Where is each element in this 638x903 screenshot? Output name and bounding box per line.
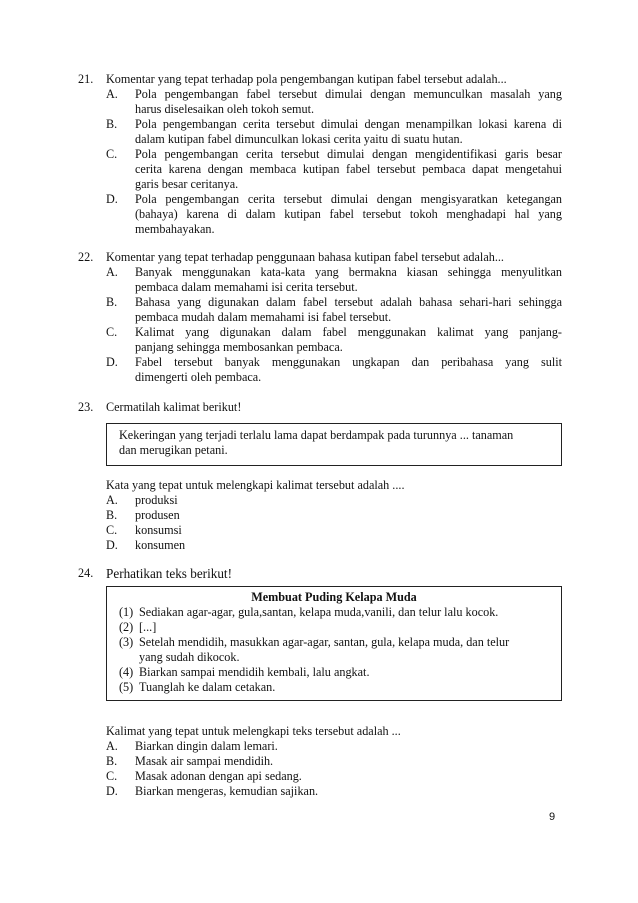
- option-b: [106, 295, 562, 325]
- recipe-step: [119, 635, 549, 665]
- option-text: [135, 295, 562, 325]
- option-c: [106, 325, 562, 355]
- option-a: [106, 493, 562, 508]
- question-text: Cermatilah kalimat berikut!: [106, 400, 242, 414]
- question-header: [78, 400, 562, 415]
- option-letter: D.: [106, 538, 118, 552]
- recipe-title: Membuat Puding Kelapa Muda: [251, 590, 417, 604]
- option-d: [106, 192, 562, 237]
- option-text: konsumen: [135, 538, 186, 552]
- step-text: [...]: [139, 620, 157, 634]
- option-d: [106, 538, 562, 553]
- step-number: (5): [119, 680, 134, 694]
- recipe-step: [119, 605, 549, 620]
- option-b: [106, 117, 562, 147]
- option-line: Pola pengembangan cerita tersebut dimulai dengan mengisyaratkan ketegangan: [135, 192, 562, 206]
- sentence-box: [106, 423, 562, 466]
- question-number: 24.: [78, 566, 94, 580]
- question-prompt: Kalimat yang tepat untuk melengkapi teks tersebut adalah ...: [106, 724, 401, 738]
- option-letter: C.: [106, 523, 118, 537]
- question-number: 23.: [78, 400, 94, 414]
- question-number: 21.: [78, 72, 94, 86]
- option-text: Biarkan mengeras, kemudian sajikan.: [135, 784, 319, 798]
- option-line: panjang sehingga membosankan pembaca.: [135, 340, 343, 354]
- option-text: Masak air sampai mendidih.: [135, 754, 274, 768]
- question-22: [78, 250, 562, 385]
- option-text: [135, 87, 562, 117]
- option-text: [135, 192, 562, 237]
- option-letter: C.: [106, 147, 118, 161]
- option-letter: A.: [106, 739, 118, 753]
- question-number: 22.: [78, 250, 94, 264]
- option-text: Biarkan dingin dalam lemari.: [135, 739, 278, 753]
- option-c: [106, 769, 562, 784]
- option-line: cerita karena dengan membaca kutipan fabel tersebut pembaca dapat mengetahui: [135, 162, 562, 176]
- option-letter: B.: [106, 754, 118, 768]
- option-c: [106, 147, 562, 192]
- option-a: [106, 265, 562, 295]
- option-line: Banyak menggunakan kata-kata yang bermakna kiasan sehingga menyulitkan: [135, 265, 562, 279]
- question-text: Komentar yang tepat terhadap penggunaan bahasa kutipan fabel tersebut adalah...: [106, 250, 504, 264]
- step-text: Biarkan sampai mendidih kembali, lalu angkat.: [139, 665, 370, 679]
- option-letter: A.: [106, 265, 118, 279]
- step-text: Tuanglah ke dalam cetakan.: [139, 680, 276, 694]
- page-number: 9: [549, 811, 556, 823]
- option-letter: D.: [106, 192, 118, 206]
- option-d: [106, 784, 562, 799]
- option-d: [106, 355, 562, 385]
- option-line: Fabel tersebut banyak menggunakan ungkapan dan peribahasa yang sulit: [135, 355, 562, 369]
- option-line: pembaca dalam memahami isi cerita tersebut.: [135, 280, 358, 294]
- option-letter: C.: [106, 769, 118, 783]
- recipe-step: [119, 665, 549, 680]
- option-text: [135, 117, 562, 147]
- option-letter: A.: [106, 87, 118, 101]
- step-number: (3): [119, 635, 134, 649]
- option-letter: B.: [106, 508, 118, 522]
- box-line: Kekeringan yang terjadi terlalu lama dapat berdampak pada turunnya ... tanaman: [119, 428, 514, 442]
- option-line: Bahasa yang digunakan dalam fabel tersebut adalah bahasa sehari-hari sehingga: [135, 295, 562, 309]
- option-line: (bahaya) karena di dalam kutipan fabel tersebut tokoh menghadapi hal yang: [135, 207, 562, 221]
- step-text: [139, 635, 509, 665]
- step-number: (2): [119, 620, 134, 634]
- step-line: Setelah mendidih, masukkan agar-agar, santan, gula, kelapa muda, dan telur: [139, 635, 510, 649]
- option-letter: B.: [106, 117, 118, 131]
- question-header: [78, 566, 562, 581]
- option-letter: D.: [106, 784, 118, 798]
- option-line: dimengerti oleh pembaca.: [135, 370, 262, 384]
- recipe-box: [106, 586, 562, 701]
- box-line: dan merugikan petani.: [119, 443, 228, 457]
- step-text: Sediakan agar-agar, gula,santan, kelapa muda,vanili, dan telur lalu kocok.: [139, 605, 499, 619]
- option-b: [106, 508, 562, 523]
- option-letter: A.: [106, 493, 118, 507]
- question-21: [78, 72, 562, 237]
- option-line: garis besar ceritanya.: [135, 177, 239, 191]
- question-header: [78, 72, 562, 87]
- option-line: pembaca mudah dalam memahami isi fabel tersebut.: [135, 310, 392, 324]
- option-text: [135, 147, 562, 192]
- option-line: harus diselesaikan oleh tokoh semut.: [135, 102, 315, 116]
- option-text: produksi: [135, 493, 178, 507]
- option-text: produsen: [135, 508, 180, 522]
- step-number: (1): [119, 605, 134, 619]
- option-line: Pola pengembangan cerita tersebut dimulai dengan menampilkan lokasi karena di: [135, 117, 562, 131]
- option-line: Kalimat yang digunakan dalam fabel menggunakan kalimat yang panjang-: [135, 325, 562, 339]
- option-b: [106, 754, 562, 769]
- recipe-step: [119, 680, 549, 695]
- question-header: [78, 250, 562, 265]
- option-line: Pola pengembangan fabel tersebut dimulai dengan memunculkan masalah yang: [135, 87, 562, 101]
- option-line: Pola pengembangan cerita tersebut dimulai dengan mengidentifikasi garis besar: [135, 147, 562, 161]
- option-c: [106, 523, 562, 538]
- question-24: [78, 566, 562, 799]
- question-23: [78, 400, 562, 553]
- option-line: membahayakan.: [135, 222, 215, 236]
- option-text: [135, 355, 562, 385]
- question-prompt: Kata yang tepat untuk melengkapi kalimat tersebut adalah ....: [106, 478, 405, 492]
- option-text: konsumsi: [135, 523, 182, 537]
- option-text: [135, 265, 562, 295]
- option-letter: C.: [106, 325, 118, 339]
- option-a: [106, 87, 562, 117]
- option-text: [135, 325, 562, 355]
- step-line: yang sudah dikocok.: [139, 650, 240, 664]
- option-letter: D.: [106, 355, 118, 369]
- option-line: dalam kutipan fabel dimunculkan lokasi cerita yaitu di suatu hutan.: [135, 132, 463, 146]
- option-a: [106, 739, 562, 754]
- question-text: Perhatikan teks berikut!: [106, 566, 232, 581]
- recipe-step: [119, 620, 549, 635]
- option-letter: B.: [106, 295, 118, 309]
- question-text: Komentar yang tepat terhadap pola pengembangan kutipan fabel tersebut adalah...: [106, 72, 507, 86]
- step-number: (4): [119, 665, 134, 679]
- option-text: Masak adonan dengan api sedang.: [135, 769, 302, 783]
